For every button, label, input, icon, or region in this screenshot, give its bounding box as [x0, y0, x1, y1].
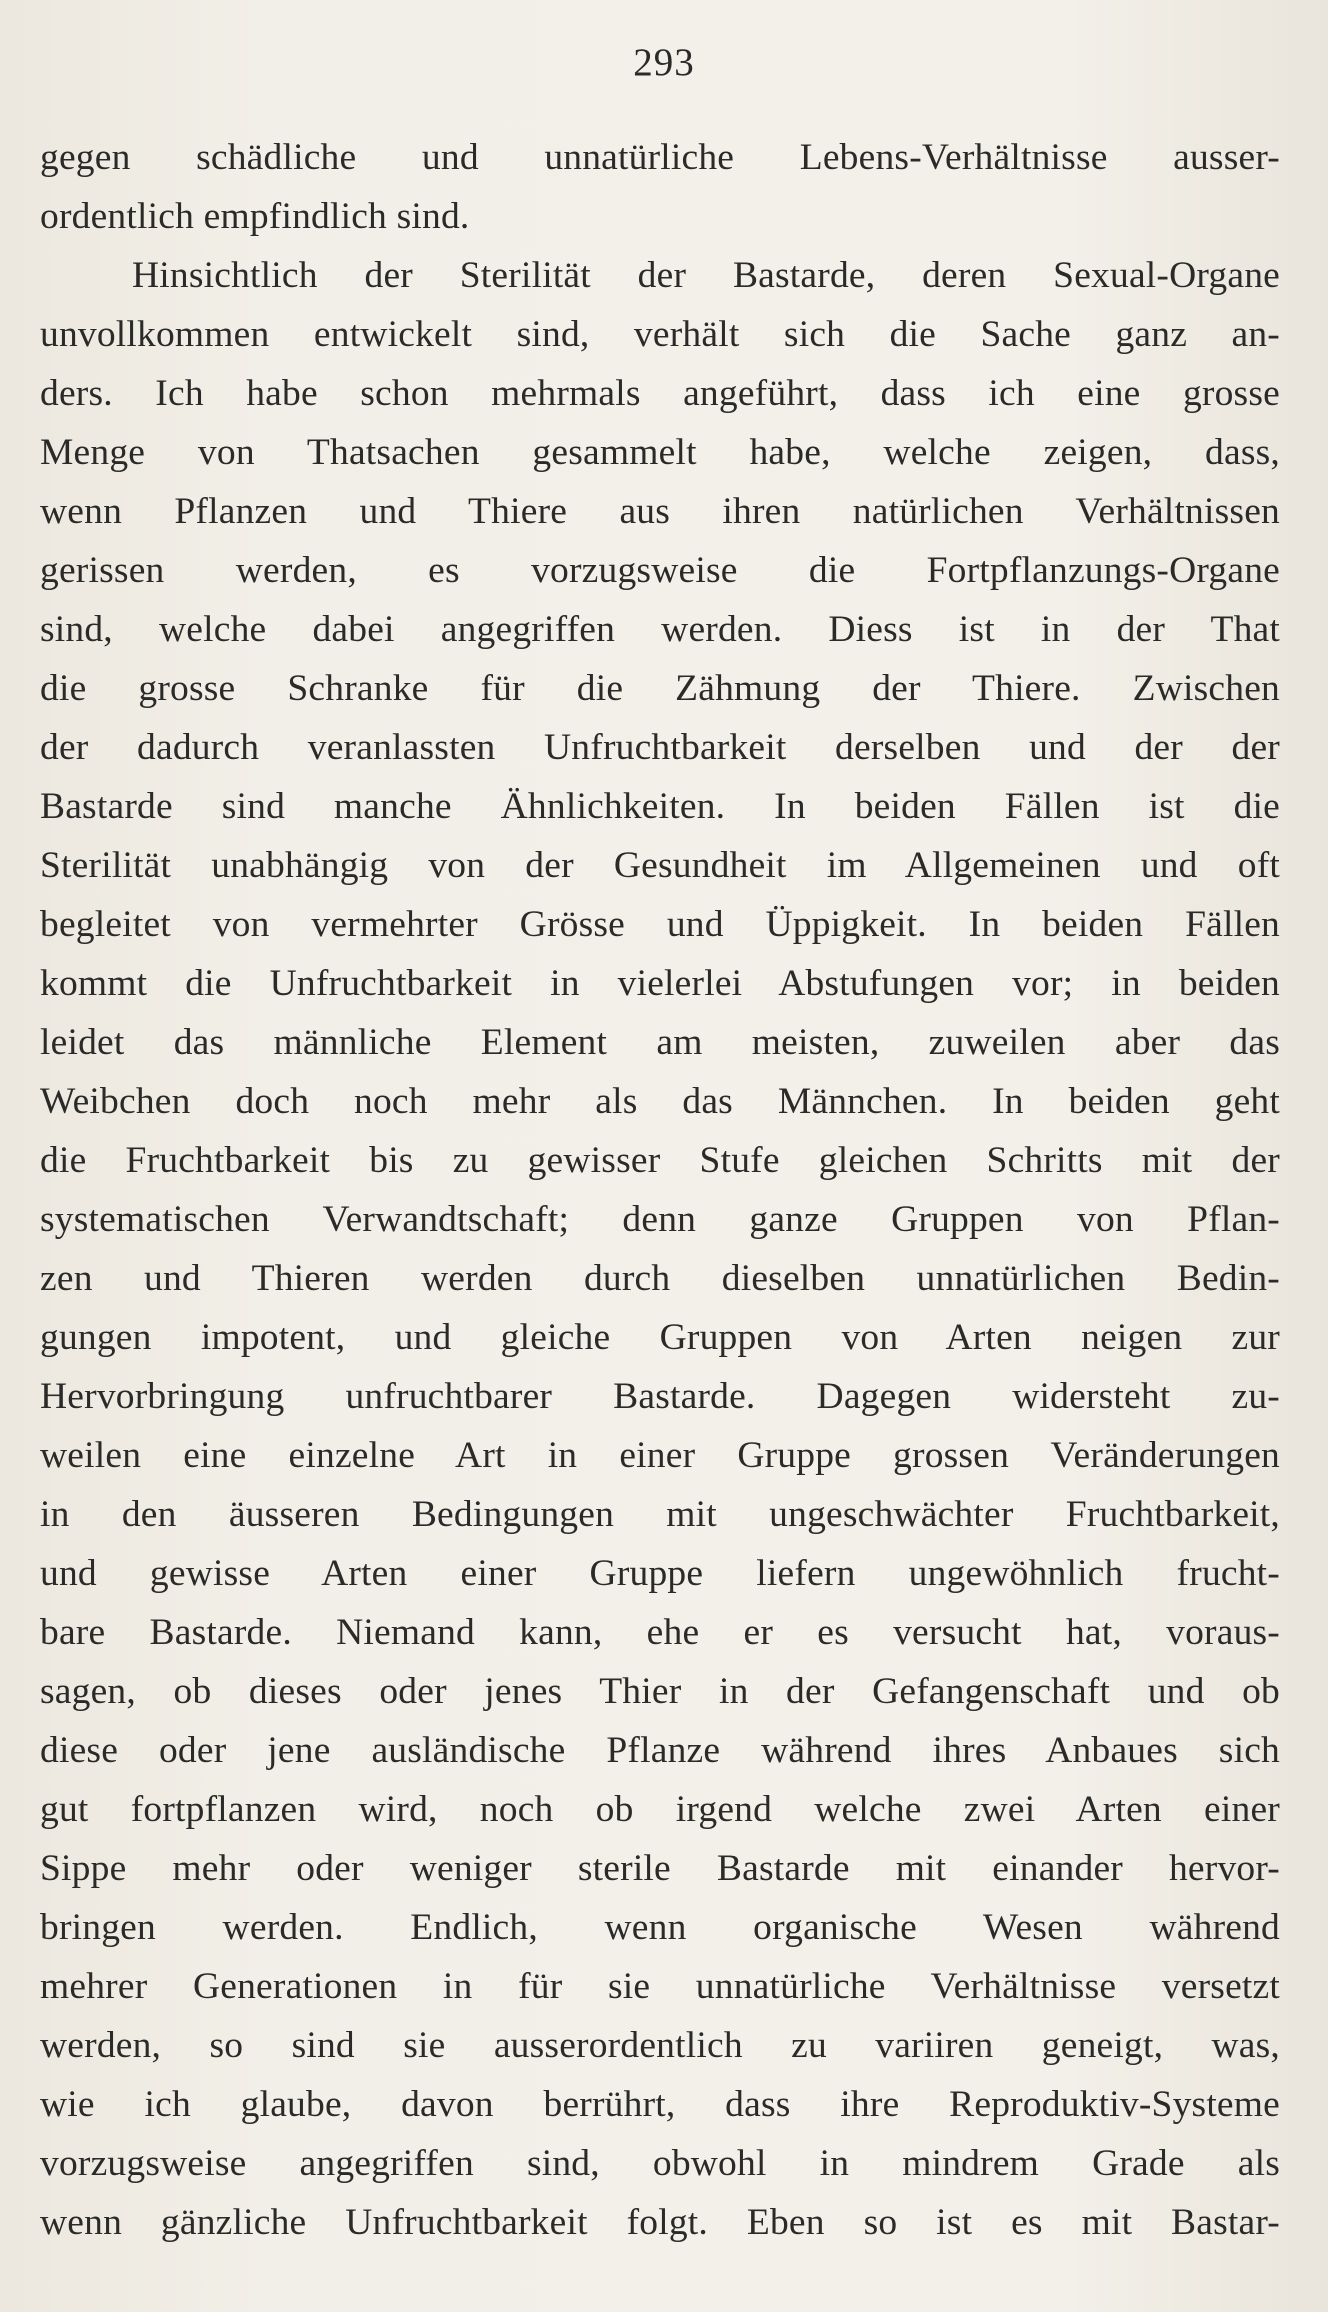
text-line: ordentlich empfindlich sind. [40, 196, 470, 237]
text-line: mehrer Generationen in für sie unnatürliche Verhältnisse versetzt [40, 1966, 1280, 2007]
text-line: Bastarde sind manche Ähnlichkeiten. In beiden Fällen ist die [40, 786, 1280, 827]
text-line: zen und Thieren werden durch dieselben unnatürlichen Bedin- [40, 1258, 1280, 1299]
text-line: die Fruchtbarkeit bis zu gewisser Stufe gleichen Schritts mit der [40, 1140, 1280, 1181]
text-line: Hinsichtlich der Sterilität der Bastarde, deren Sexual-Organe [132, 255, 1280, 296]
text-line: der dadurch veranlassten Unfruchtbarkeit derselben und der der [40, 727, 1280, 768]
text-line: in den äusseren Bedingungen mit ungeschwächter Fruchtbarkeit, [40, 1494, 1280, 1535]
text-line: Weibchen doch noch mehr als das Männchen. In beiden geht [40, 1081, 1280, 1122]
page-number: 293 [633, 41, 695, 84]
text-line: gegen schädliche und unnatürliche Lebens-Verhältnisse ausser- [40, 137, 1280, 178]
text-line: sind, welche dabei angegriffen werden. Diess ist in der That [40, 609, 1280, 650]
text-line: werden, so sind sie ausserordentlich zu variiren geneigt, was, [40, 2025, 1280, 2066]
text-line: Sippe mehr oder weniger sterile Bastarde mit einander hervor- [40, 1848, 1280, 1889]
text-line: gungen impotent, und gleiche Gruppen von Arten neigen zur [40, 1317, 1280, 1358]
text-line: unvollkommen entwickelt sind, verhält sich die Sache ganz an- [40, 314, 1280, 355]
text-line: weilen eine einzelne Art in einer Gruppe grossen Veränderungen [40, 1435, 1280, 1476]
text-line: wenn Pflanzen und Thiere aus ihren natürlichen Verhältnissen [40, 491, 1280, 532]
text-line: Hervorbringung unfruchtbarer Bastarde. Dagegen widersteht zu- [40, 1376, 1280, 1417]
text-line: begleitet von vermehrter Grösse und Üppigkeit. In beiden Fällen [40, 904, 1280, 945]
text-line: Menge von Thatsachen gesammelt habe, welche zeigen, dass, [40, 432, 1280, 473]
text-line: gerissen werden, es vorzugsweise die Fortpflanzungs-Organe [40, 550, 1280, 591]
text-line: systematischen Verwandtschaft; denn ganze Gruppen von Pflan- [40, 1199, 1280, 1240]
text-line: vorzugsweise angegriffen sind, obwohl in mindrem Grade als [40, 2143, 1280, 2184]
text-line: bringen werden. Endlich, wenn organische Wesen während [40, 1907, 1280, 1948]
text-line: Sterilität unabhängig von der Gesundheit im Allgemeinen und oft [40, 845, 1280, 886]
text-line: bare Bastarde. Niemand kann, ehe er es versucht hat, voraus- [40, 1612, 1280, 1653]
text-line: die grosse Schranke für die Zähmung der Thiere. Zwischen [40, 668, 1280, 709]
text-line: und gewisse Arten einer Gruppe liefern ungewöhnlich frucht- [40, 1553, 1280, 1594]
text-line: sagen, ob dieses oder jenes Thier in der Gefangenschaft und ob [40, 1671, 1280, 1712]
text-line: ders. Ich habe schon mehrmals angeführt, dass ich eine grosse [40, 373, 1280, 414]
text-line: kommt die Unfruchtbarkeit in vielerlei Abstufungen vor; in beiden [40, 963, 1280, 1004]
text-line: gut fortpflanzen wird, noch ob irgend welche zwei Arten einer [40, 1789, 1280, 1830]
text-line: wie ich glaube, davon berrührt, dass ihre Reproduktiv-Systeme [40, 2084, 1280, 2125]
text-line: diese oder jene ausländische Pflanze während ihres Anbaues sich [40, 1730, 1280, 1771]
text-line: wenn gänzliche Unfruchtbarkeit folgt. Eben so ist es mit Bastar- [40, 2202, 1280, 2243]
text-line: leidet das männliche Element am meisten, zuweilen aber das [40, 1022, 1280, 1063]
body-text [40, 128, 1280, 2252]
